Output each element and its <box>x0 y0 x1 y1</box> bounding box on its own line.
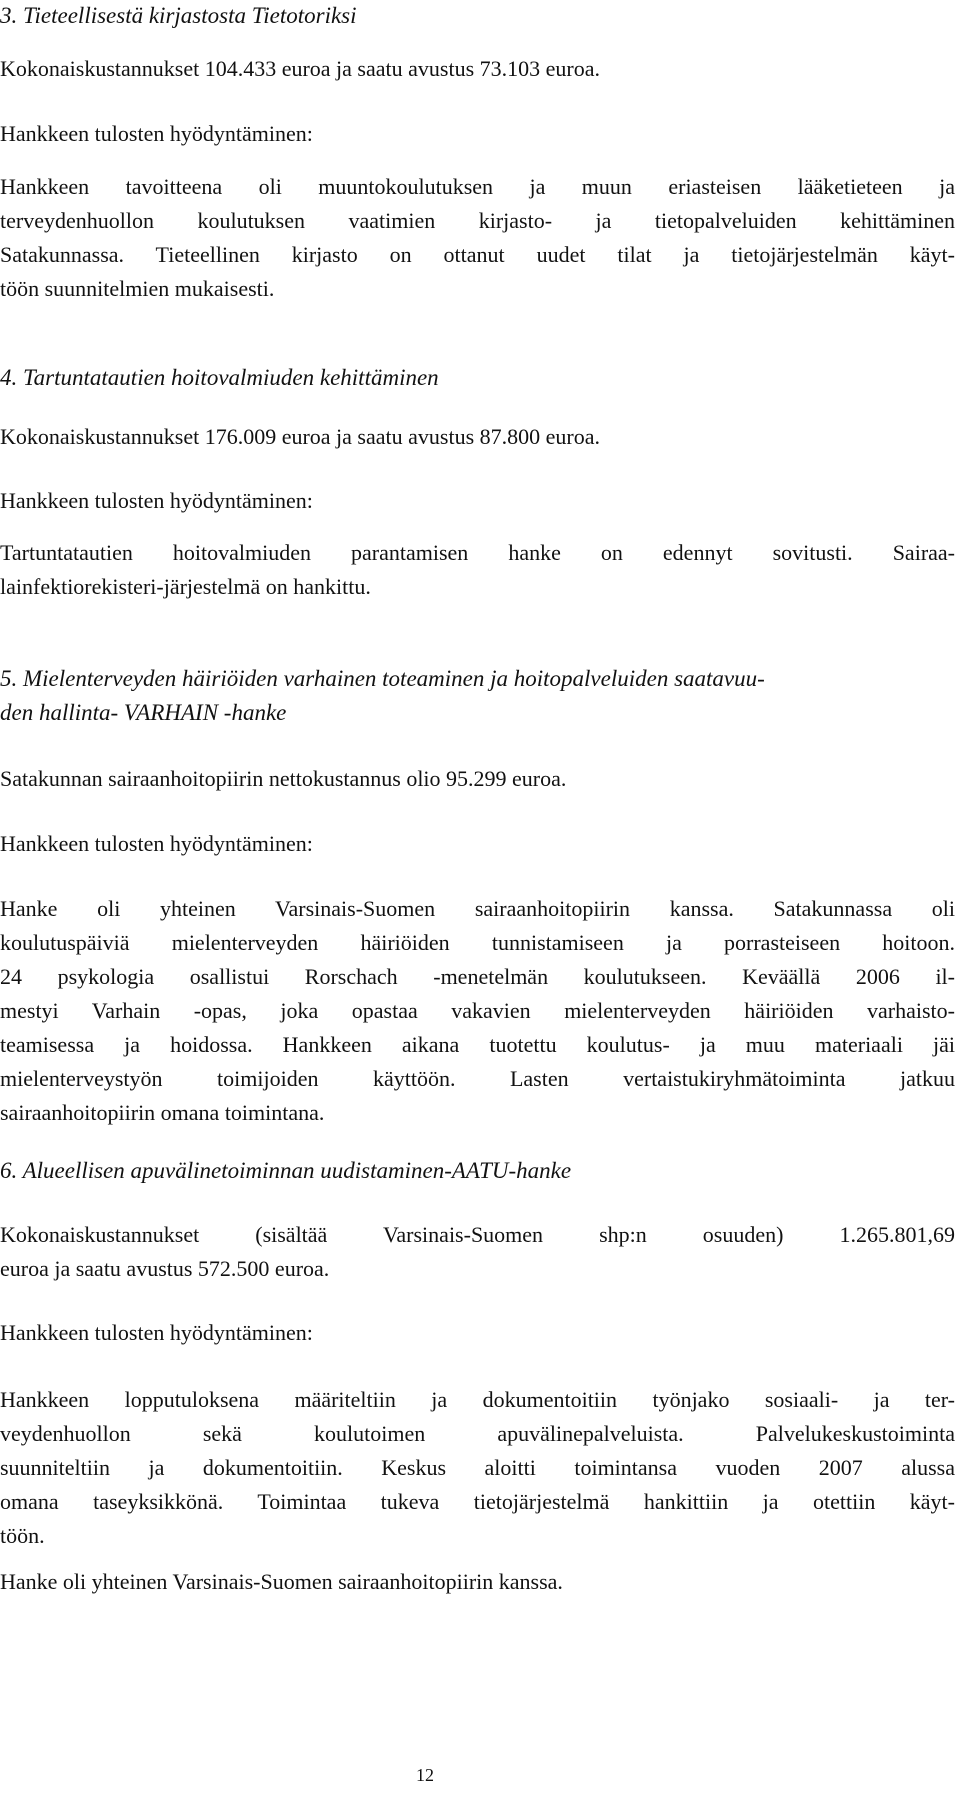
section-3-body <box>0 170 955 306</box>
heading-line: den hallinta- VARHAIN -hanke <box>0 700 287 725</box>
body-line: töön suunnitelmien mukaisesti. <box>0 276 275 301</box>
body-line: mielenterveystyön toimijoiden käyttöön. Lasten vertaistukiryhmätoiminta jatkuu <box>0 1066 955 1091</box>
body-line: mestyi Varhain -opas, joka opastaa vakavien mielenterveyden häiriöiden varhaisto- <box>0 998 955 1023</box>
body-line: suunniteltiin ja dokumentoitiin. Keskus aloitti toimintansa vuoden 2007 alussa <box>0 1455 955 1480</box>
section-4-heading: 4. Tartuntatautien hoitovalmiuden kehittäminen <box>0 365 439 390</box>
body-line: Hankkeen lopputuloksena määriteltiin ja dokumentoitiin työnjako sosiaali- ja ter- <box>0 1387 955 1412</box>
body-line: sairaanhoitopiirin omana toimintana. <box>0 1100 325 1125</box>
section-5-results-label: Hankkeen tulosten hyödyntäminen: <box>0 831 313 856</box>
section-3-results-label: Hankkeen tulosten hyödyntäminen: <box>0 121 313 146</box>
section-4-body <box>0 536 955 604</box>
section-4-costs: Kokonaiskustannukset 176.009 euroa ja saatu avustus 87.800 euroa. <box>0 424 600 449</box>
body-line: teamisessa ja hoidossa. Hankkeen aikana tuotettu koulutus- ja muu materiaali jäi <box>0 1032 955 1057</box>
body-line: Satakunnassa. Tieteellinen kirjasto on ottanut uudet tilat ja tietojärjestelmän käyt- <box>0 242 955 267</box>
body-line: 24 psykologia osallistui Rorschach -menetelmän koulutukseen. Keväällä 2006 il- <box>0 964 955 989</box>
body-line: omana taseyksikkönä. Toimintaa tukeva tietojärjestelmä hankittiin ja otettiin käyt- <box>0 1489 955 1514</box>
heading-line: 5. Mielenterveyden häiriöiden varhainen toteaminen ja hoitopalveluiden saatavuu- <box>0 666 765 691</box>
section-4-results-label: Hankkeen tulosten hyödyntäminen: <box>0 488 313 513</box>
body-line: veydenhuollon sekä koulutoimen apuvälinepalveluista. Palvelukeskustoiminta <box>0 1421 955 1446</box>
body-line: Hanke oli yhteinen Varsinais-Suomen sairaanhoitopiirin kanssa. Satakunnassa oli <box>0 896 955 921</box>
section-5-costs: Satakunnan sairaanhoitopiirin nettokustannus olio 95.299 euroa. <box>0 766 567 791</box>
body-line: terveydenhuollon koulutuksen vaatimien kirjasto- ja tietopalveluiden kehittäminen <box>0 208 955 233</box>
costs-line: euroa ja saatu avustus 572.500 euroa. <box>0 1256 330 1281</box>
section-6-body <box>0 1383 955 1553</box>
section-3-costs: Kokonaiskustannukset 104.433 euroa ja saatu avustus 73.103 euroa. <box>0 56 600 81</box>
section-6-costs <box>0 1218 955 1286</box>
body-line: Tartuntatautien hoitovalmiuden parantamisen hanke on edennyt sovitusti. Sairaa- <box>0 540 955 565</box>
section-5-body <box>0 892 955 1130</box>
page-number: 12 <box>416 1765 434 1785</box>
section-5-heading <box>0 662 955 730</box>
section-3-heading: 3. Tieteellisestä kirjastosta Tietotoriksi <box>0 3 357 28</box>
costs-line: Kokonaiskustannukset (sisältää Varsinais-Suomen shp:n osuuden) 1.265.801,69 <box>0 1222 955 1247</box>
section-6-heading: 6. Alueellisen apuvälinetoiminnan uudistaminen-AATU-hanke <box>0 1158 572 1183</box>
body-line: Hankkeen tavoitteena oli muuntokoulutuksen ja muun eriasteisen lääketieteen ja <box>0 174 955 199</box>
section-6-closing: Hanke oli yhteinen Varsinais-Suomen sairaanhoitopiirin kanssa. <box>0 1569 563 1594</box>
body-line: koulutuspäiviä mielenterveyden häiriöiden tunnistamiseen ja porrasteiseen hoitoon. <box>0 930 955 955</box>
section-6-results-label: Hankkeen tulosten hyödyntäminen: <box>0 1320 313 1345</box>
body-line: töön. <box>0 1523 45 1548</box>
body-line: lainfektiorekisteri-järjestelmä on hankittu. <box>0 574 371 599</box>
